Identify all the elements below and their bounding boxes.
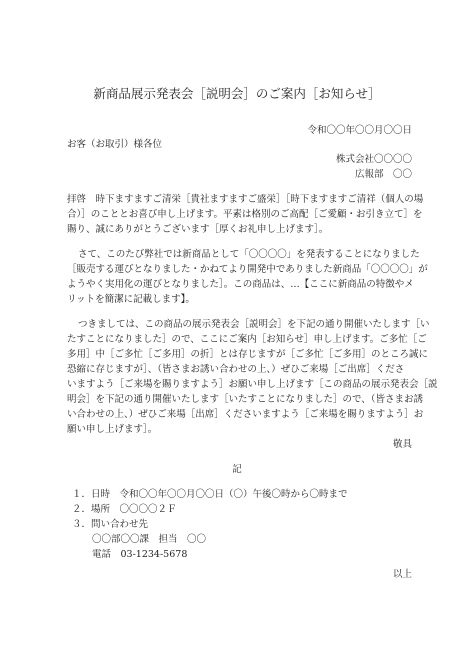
contact-phone: 電話 03-1234-5678 — [92, 549, 188, 560]
recipient: お客（お取引）様各位 — [67, 139, 163, 150]
paragraph2-line: 明会］を下記の通り開催いたします［いたすことになりました］ので、（皆さまお誘 — [67, 394, 424, 405]
greeting-line: 拝啓 時下ますますご清栄［貴社ますますご盛栄］［時下ますますご清祥（個人の場 — [67, 194, 424, 205]
sender-department: 広報部 〇〇 — [354, 169, 412, 180]
item-location: ２．場所 〇〇〇〇２Ｆ — [72, 504, 177, 515]
contact-person: 〇〇部〇〇課 担当 〇〇 — [92, 534, 207, 545]
paragraph2-line: 多用］中［ご多忙［ご多用］の折］とは存じますが［ご多忙［ご多用］のところ誠に — [67, 349, 429, 360]
greeting-line: 合）］のこととお喜び申し上げます。平素は格別のご高配［ご愛顧・お引き立て］を — [67, 209, 423, 220]
paragraph2-line: 願い申し上げます］。 — [67, 424, 158, 435]
greeting-line: 賜り、誠にありがとうございます［厚くお礼申し上げます］。 — [67, 224, 329, 235]
ki-marker: 記 — [232, 464, 242, 475]
document-title: 新商品展示発表会［説明会］のご案内［お知らせ］ — [93, 86, 381, 101]
paragraph2-line: いますよう［ご来場を賜りますよう］お願い申し上げます［この商品の展示発表会［説 — [67, 379, 438, 390]
paragraph1-line: リットを簡潔に記載します】。 — [67, 294, 195, 305]
paragraph2-line: い合わせの上、）ぜひご来場［出席］くださいますよう［ご来場を賜りますよう］お — [67, 409, 424, 420]
item-contact-heading: ３．問い合わせ先 — [72, 519, 149, 530]
paragraph1-line: ［販売する運びとなりました・かねてより開発中でありました新商品「〇〇〇〇」が — [67, 264, 428, 275]
date: 令和〇〇年〇〇月〇〇日 — [307, 125, 412, 136]
closing: 敬具 — [392, 439, 412, 450]
sender-company: 株式会社〇〇〇〇 — [335, 154, 412, 165]
paragraph1-line: ようやく実用化の運びとなりました］。この商品は、…【ここに新商品の特徴やメ — [67, 279, 414, 290]
paragraph2-line: 恐縮に存じますが］、（皆さまお誘い合わせの上、）ぜひご来場［ご出席］くださ — [67, 364, 405, 375]
end-marker: 以上 — [392, 569, 412, 580]
paragraph1-line: さて、このたび弊社では新商品として「〇〇〇〇」を発表することになりました — [78, 249, 420, 260]
paragraph2-line: たすことになりました］ので、ここにご案内［お知らせ］申し上げます。ご多忙［ご — [67, 334, 427, 345]
paragraph2-line: つきましては、この商品の展示発表会［説明会］を下記の通り開催いたします［い — [78, 319, 430, 330]
item-datetime: １．日時 令和〇〇年〇〇月〇〇日（〇）午後〇時から〇時まで — [72, 489, 348, 500]
